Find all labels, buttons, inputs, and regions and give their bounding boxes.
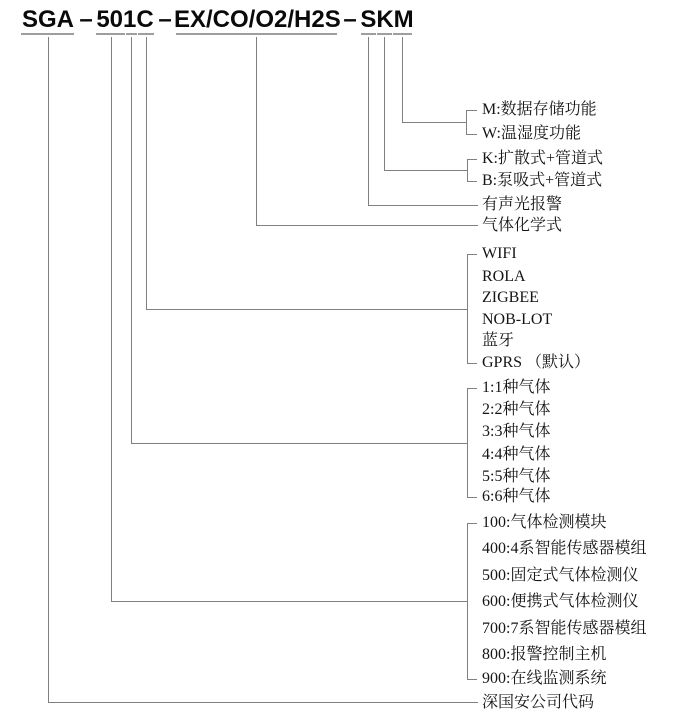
- bracket-sampling-stub-top: [467, 159, 477, 160]
- label-comm-gprs: GPRS （默认）: [482, 354, 591, 371]
- underline-sga: [21, 33, 74, 35]
- code-dash-3: –: [343, 6, 357, 33]
- bracket-gas-count-stub-top: [467, 388, 477, 389]
- label-comm-rola: ROLA: [482, 268, 526, 285]
- drop-line-gas-formula: [256, 37, 257, 226]
- code-segment-gases: EX/CO/O2/H2S: [174, 6, 341, 33]
- drop-line-storage: [402, 37, 403, 123]
- drop-line-series: [111, 37, 112, 602]
- bracket-storage-stub-top: [466, 110, 477, 111]
- underline-k: [377, 33, 392, 35]
- bracket-sampling: [467, 159, 468, 182]
- bracket-storage-stub-bottom: [466, 134, 477, 135]
- label-gas-count-6: 6:6种气体: [482, 488, 551, 505]
- label-series-600: 600:便携式气体检测仪: [482, 593, 639, 610]
- bracket-storage: [466, 110, 467, 135]
- label-series-900: 900:在线监测系统: [482, 670, 607, 687]
- bracket-comm-stub-bottom: [467, 363, 477, 364]
- code-dash-2: –: [158, 6, 172, 33]
- connector-alarm: [368, 205, 478, 206]
- bracket-sampling-stub-bottom: [467, 181, 477, 182]
- drop-line-comm: [146, 37, 147, 310]
- connector-gas-formula: [256, 225, 478, 226]
- connector-comm: [146, 309, 467, 310]
- label-series-100: 100:气体检测模块: [482, 514, 607, 531]
- connector-series: [111, 601, 467, 602]
- label-storage-w: W:温湿度功能: [482, 125, 581, 142]
- connector-company: [48, 702, 478, 703]
- code-dash-1: –: [79, 6, 93, 33]
- label-series-400: 400:4系智能传感器模组: [482, 540, 647, 557]
- underline-c: [138, 33, 154, 35]
- underline-1: [126, 33, 137, 35]
- drop-line-alarm: [368, 37, 369, 206]
- label-alarm: 有声光报警: [482, 196, 563, 213]
- code-segment-series: 501C: [96, 6, 154, 33]
- underline-50: [96, 33, 125, 35]
- code-segment-company: SGA: [21, 6, 74, 33]
- label-comm-zigbee: ZIGBEE: [482, 289, 539, 306]
- underline-m: [393, 33, 412, 35]
- drop-line-sampling: [384, 37, 385, 171]
- connector-storage: [402, 122, 466, 123]
- connector-sampling: [384, 170, 467, 171]
- bracket-comm: [467, 254, 468, 364]
- label-comm-wifi: WIFI: [482, 245, 517, 262]
- label-series-700: 700:7系智能传感器模组: [482, 620, 647, 637]
- bracket-series: [467, 523, 468, 680]
- bracket-comm-stub-top: [467, 254, 477, 255]
- underline-gases: [176, 33, 337, 35]
- label-gas-count-5: 5:5种气体: [482, 468, 551, 485]
- label-series-500: 500:固定式气体检测仪: [482, 567, 639, 584]
- underline-s: [361, 33, 376, 35]
- label-gas-count-4: 4:4种气体: [482, 446, 551, 463]
- drop-line-gas-count: [131, 37, 132, 444]
- label-gas-formula: 气体化学式: [482, 217, 563, 234]
- label-comm-bluetooth: 蓝牙: [482, 332, 515, 349]
- label-company-code: 深国安公司代码: [482, 694, 595, 711]
- bracket-gas-count: [467, 388, 468, 498]
- label-gas-count-3: 3:3种气体: [482, 423, 551, 440]
- bracket-gas-count-stub-bottom: [467, 497, 477, 498]
- label-gas-count-1: 1:1种气体: [482, 379, 551, 396]
- label-gas-count-2: 2:2种气体: [482, 401, 551, 418]
- label-sampling-k: K:扩散式+管道式: [482, 150, 604, 167]
- code-segment-suffix: SKM: [360, 6, 414, 33]
- label-comm-noblot: NOB-LOT: [482, 311, 553, 328]
- label-series-800: 800:报警控制主机: [482, 646, 607, 663]
- drop-line-company: [48, 37, 49, 703]
- bracket-series-stub-top: [467, 523, 477, 524]
- connector-gas-count: [131, 443, 467, 444]
- bracket-series-stub-bottom: [467, 679, 477, 680]
- label-sampling-b: B:泵吸式+管道式: [482, 172, 603, 189]
- label-storage-m: M:数据存储功能: [482, 101, 597, 118]
